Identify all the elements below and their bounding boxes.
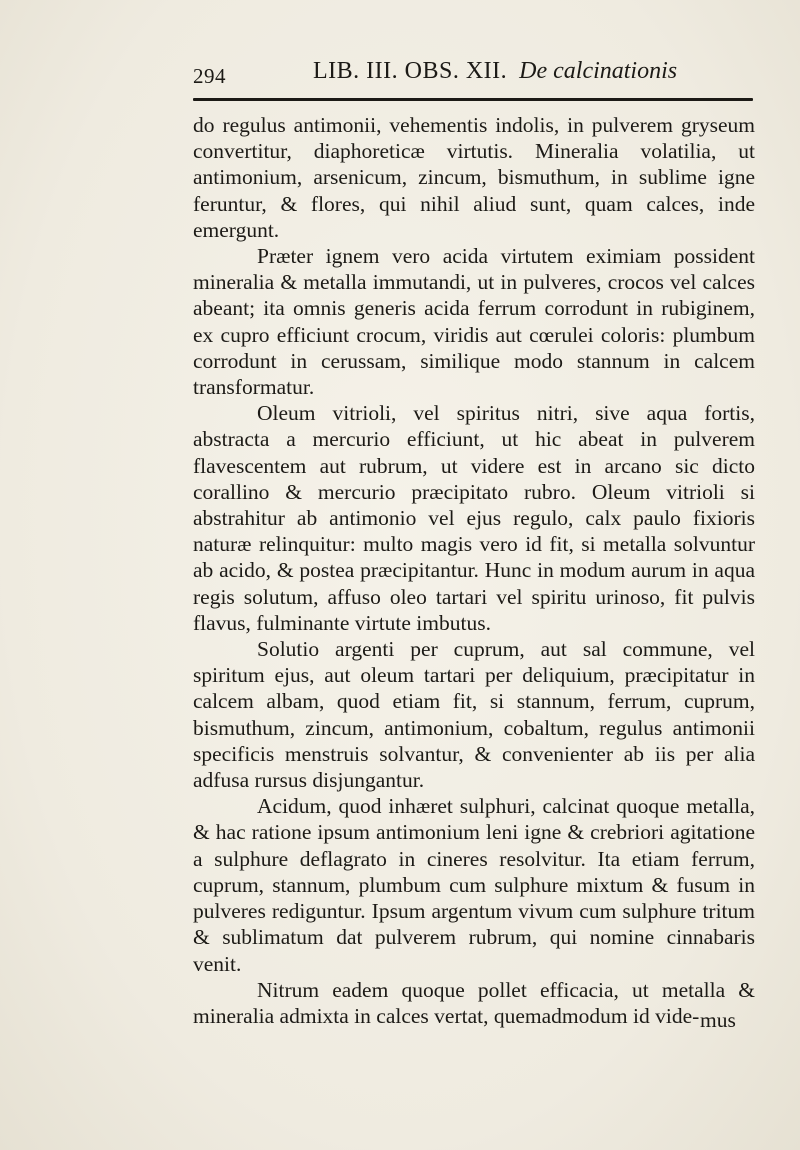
running-head-title: De calcinationis — [519, 58, 678, 84]
paragraph-6: Nitrum eadem quoque pollet efficacia, ut metalla & mineralia admixta in calces vertat, quemadmodum id vide- — [193, 977, 755, 1028]
paragraph-3: Oleum vitrioli, vel spiritus nitri, sive aqua fortis, abstracta a mercurio efficiunt, ut hic abeat in pulverem flavescentem aut rubrum, ut videre est in arcano sic dicto corallino & mercurio præcipitato rubro. Oleum vitrioli si abstrahitur ab antimonio vel ejus regulo, calx paulo fixioris naturæ relinquitur: multo magis vero id fit, si metalla solvuntur ab acido, & postea præcipitantur. Hunc in modum aurum in aqua regis solutum, affuso oleo tartari vel spiritu urinoso, fit pulvis flavus, fulminante virtute imbutus. — [193, 401, 755, 635]
paragraph-1: do regulus antimonii, vehementis indolis, in pulverem gryseum convertitur, diaphoreticæ virtutis. Mineralia volatilia, ut antimonium, arsenicum, zincum, bismuthum, in sublime igne feruntur, & flores, qui nihil aliud sunt, quam calces, inde emergunt. — [193, 113, 755, 242]
catchword: mus — [700, 1008, 736, 1032]
page-header — [193, 58, 753, 92]
running-head — [313, 58, 677, 85]
paragraph-5: Acidum, quod inhæret sulphuri, calcinat quoque metalla, & hac ratione ipsum antimonium leni igne & crebriori agitatione a sulphure deflagrato in cineres resolvitur. Ita etiam ferrum, cuprum, stannum, plumbum cum sulphure mixtum & fusum in pulveres rediguntur. Ipsum argentum vivum cum sulphure tritum & sublimatum dat pulverem rubrum, qui nomine cinnabaris venit. — [193, 794, 755, 976]
running-head-book: LIB. III. OBS. XII. — [313, 58, 508, 84]
paragraph-4: Solutio argenti per cuprum, aut sal commune, vel spiritum ejus, aut oleum tartari per deliquium, præcipitatur in calcem albam, quod etiam fit, si stannum, ferrum, cuprum, bismuthum, zincum, antimonium, cobaltum, regulus antimonii specificis menstruis solvantur, & convenienter ab iis per alia adfusa rursus disjungantur. — [193, 637, 755, 793]
body-text — [193, 112, 755, 1029]
paragraph-2: Præter ignem vero acida virtutem eximiam possident mineralia & metalla immutandi, ut in pulveres, crocos vel calces abeant; ita omnis generis acida ferrum corrodunt in rubiginem, ex cupro efficiunt crocum, viridis aut cœrulei coloris: plumbum corrodunt in cerussam, similique modo stannum in calcem transformatur. — [193, 244, 755, 400]
page-number: 294 — [193, 64, 226, 88]
header-rule — [193, 98, 753, 101]
